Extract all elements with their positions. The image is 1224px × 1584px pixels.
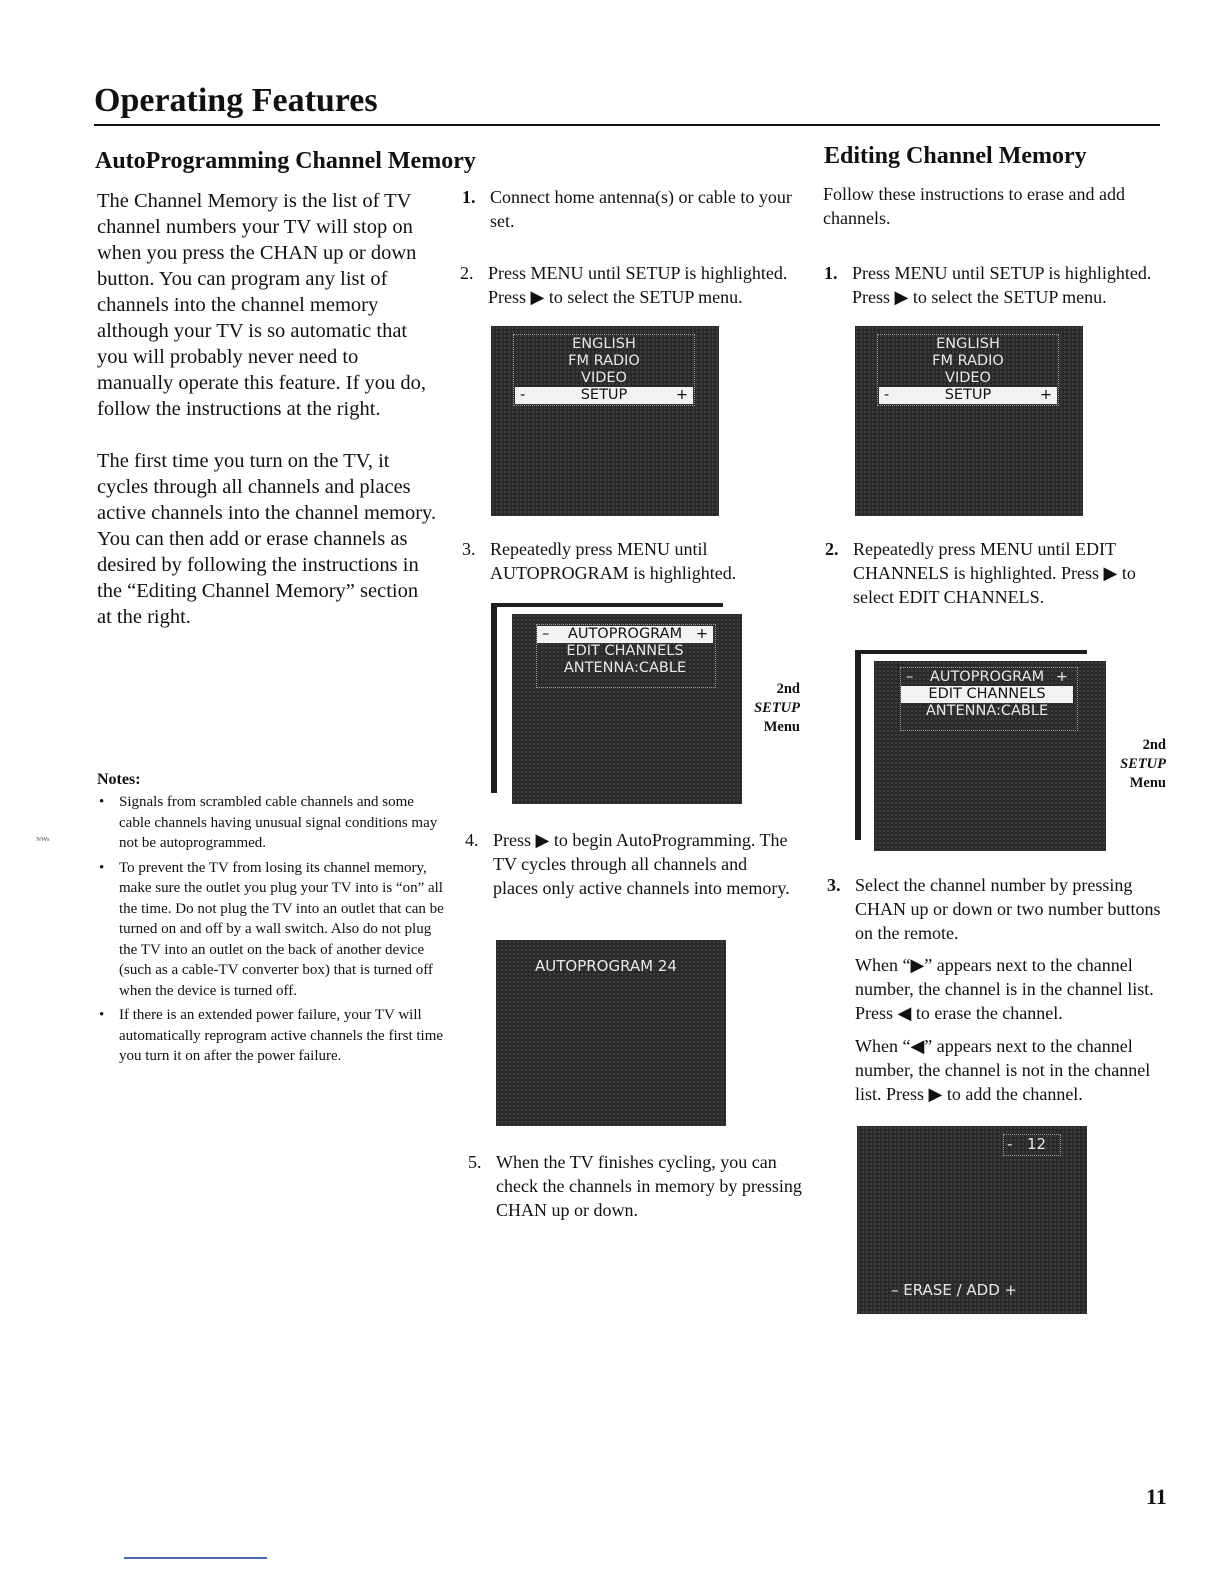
- tv-screen-setup-menu: [491, 326, 719, 516]
- step-number: 2.: [825, 539, 839, 559]
- menu-item-label: AUTOPROGRAM: [929, 669, 1045, 685]
- menu-item-label: AUTOPROGRAM: [567, 626, 683, 642]
- footer-line: [124, 1557, 267, 1559]
- tv-screen-erase-add: [857, 1126, 1087, 1314]
- note-item: • To prevent the TV from losing its channel memory, make sure the outlet you plug your TV into is “on” all the time. Do not plug the TV into an outlet that can be turned on and off by a wall switch. Also do not plug the TV into an outlet on the back of another device (such as a cable-TV converter box) that is turned off when the device is turned off.: [97, 858, 447, 1002]
- plus-marker: +: [1055, 669, 1068, 685]
- minus-marker: -: [520, 387, 526, 403]
- setup-menu-list: [515, 336, 693, 404]
- page-title: Operating Features: [94, 82, 378, 119]
- side-note-2nd-setup-menu-2: [1106, 736, 1166, 793]
- menu-item-english: [515, 336, 693, 353]
- editing-heading: Editing Channel Memory: [824, 143, 1087, 169]
- step-number: 1.: [824, 263, 838, 283]
- screen-stripe-left: [491, 603, 497, 793]
- menu-item-video: [879, 370, 1057, 387]
- screen-stripe-top: [855, 650, 1087, 654]
- side-note-line: SETUP: [1120, 756, 1166, 772]
- side-note-line: Menu: [763, 719, 800, 735]
- step-number: 3.: [827, 875, 841, 895]
- side-note-line: 2nd: [1142, 737, 1166, 753]
- menu-item-label: ENGLISH: [936, 336, 1000, 352]
- notes-list: [97, 792, 447, 1071]
- edit-step-1: [824, 261, 1172, 309]
- auto-step-1: [462, 185, 800, 233]
- tv-screen-autoprogram-progress: [496, 940, 726, 1126]
- auto-step-3: [462, 537, 790, 585]
- channel-number: 12: [1027, 1135, 1047, 1153]
- plus-marker: +: [1039, 387, 1052, 403]
- page-number: 11: [1146, 1484, 1167, 1509]
- side-note-line: SETUP: [754, 700, 800, 716]
- step-number: 4.: [465, 830, 479, 850]
- menu-item-label: VIDEO: [581, 370, 627, 386]
- screen-stripe-left: [855, 650, 861, 840]
- screen-stripe-top: [491, 603, 723, 607]
- step-number: 3.: [462, 539, 476, 559]
- edit-para-channel-not-in-list: When “◀” appears next to the channel number, the channel is not in the channel list. Press ▶ to add the channel.: [855, 1036, 1151, 1104]
- menu-item-label: EDIT CHANNELS: [928, 686, 1046, 702]
- note-item: • Signals from scrambled cable channels and some cable channels having unusual signal conditions may not be autoprogrammed.: [97, 792, 447, 854]
- menu-item-edit-channels: [901, 686, 1073, 703]
- step-number: 2.: [460, 263, 474, 283]
- minus-marker: –: [542, 626, 550, 642]
- menu-item-english: [879, 336, 1057, 353]
- minus-marker: -: [884, 387, 890, 403]
- menu-item-label: FM RADIO: [932, 353, 1004, 369]
- menu-item-antenna-cable: [537, 660, 713, 677]
- erase-add-footer: – ERASE / ADD +: [891, 1281, 1018, 1299]
- menu-item-label: VIDEO: [945, 370, 991, 386]
- autoprogramming-intro-2: The first time you turn on the TV, it cycles through all channels and places active channels into the channel memory. You can then add or erase channels as desired by following the instructions in the “Editing Channel Memory” section at the right.: [97, 450, 437, 628]
- menu-item-autoprogram: [901, 669, 1073, 686]
- editing-intro: Follow these instructions to erase and add channels.: [823, 184, 1125, 228]
- step-text: Connect home antenna(s) or cable to your set.: [490, 187, 792, 231]
- auto-step-2: [460, 261, 808, 309]
- step-text: Press ▶ to begin AutoProgramming. The TV cycles through all channels and places only active channels into memory.: [493, 830, 790, 898]
- channel-marker: -: [1007, 1135, 1013, 1153]
- menu-item-setup: [515, 387, 693, 404]
- menu-item-label: ENGLISH: [572, 336, 636, 352]
- menu-item-label: ANTENNA:CABLE: [925, 703, 1049, 719]
- menu-item-antenna-cable: [901, 703, 1073, 720]
- auto-step-5: [468, 1150, 806, 1222]
- side-note-line: Menu: [1129, 775, 1166, 791]
- title-rule: [94, 124, 1160, 126]
- menu-item-autoprogram: [537, 626, 713, 643]
- note-item: • If there is an extended power failure, your TV will automatically reprogram active channels the first time you turn it on after the power failure.: [97, 1005, 447, 1067]
- edit-step-2: [825, 537, 1163, 609]
- tv-screen-setup-menu-2: [855, 326, 1083, 516]
- menu-item-setup: [879, 387, 1057, 404]
- plus-marker: +: [675, 387, 688, 403]
- setup2-menu-list: [901, 669, 1073, 720]
- autoprogramming-heading: AutoProgramming Channel Memory: [95, 148, 476, 174]
- edit-para-channel-in-list: When “▶” appears next to the channel number, the channel is in the channel list. Press ◀ to erase the channel.: [855, 955, 1154, 1023]
- setup-menu-list: [879, 336, 1057, 404]
- step-text: Repeatedly press MENU until EDIT CHANNELS is highlighted. Press ▶ to select EDIT CHANNELS.: [853, 539, 1136, 607]
- step-number: 1.: [462, 187, 476, 207]
- menu-item-label: ANTENNA:CABLE: [563, 660, 687, 676]
- side-note-line: 2nd: [776, 681, 800, 697]
- menu-item-fm-radio: [879, 353, 1057, 370]
- menu-item-label: EDIT CHANNELS: [566, 643, 684, 659]
- step-text: Press MENU until SETUP is highlighted. Press ▶ to select the SETUP menu.: [488, 263, 788, 307]
- edit-step-3: [827, 873, 1165, 945]
- menu-item-fm-radio: [515, 353, 693, 370]
- autoprogram-progress-text: AUTOPROGRAM 24: [535, 957, 677, 975]
- menu-item-edit-channels: [537, 643, 713, 660]
- notes-heading: Notes:: [97, 771, 141, 788]
- menu-item-label: FM RADIO: [568, 353, 640, 369]
- menu-item-label: SETUP: [580, 387, 628, 403]
- tv-screen-autoprogram-menu: [512, 614, 742, 804]
- minus-marker: –: [906, 669, 914, 685]
- menu-item-label: SETUP: [944, 387, 992, 403]
- step-text: Select the channel number by pressing CHAN up or down or two number buttons on the remote.: [855, 875, 1161, 943]
- step-text: When the TV finishes cycling, you can check the channels in memory by pressing CHAN up or down.: [496, 1152, 802, 1220]
- stray-mark: ᴺᵂˢ: [36, 835, 50, 847]
- tv-screen-edit-channels-menu: [874, 661, 1106, 851]
- menu-item-video: [515, 370, 693, 387]
- plus-marker: +: [695, 626, 708, 642]
- setup2-menu-list: [537, 626, 713, 677]
- step-number: 5.: [468, 1152, 482, 1172]
- step-text: Press MENU until SETUP is highlighted. Press ▶ to select the SETUP menu.: [852, 263, 1152, 307]
- step-text: Repeatedly press MENU until AUTOPROGRAM is highlighted.: [490, 539, 737, 583]
- side-note-2nd-setup-menu: [740, 680, 800, 737]
- autoprogramming-intro-1: The Channel Memory is the list of TV channel numbers your TV will stop on when you press the CHAN up or down button. You can program any list of channels into the channel memory although your TV is so automatic that you will probably never need to manually operate this feature. If you do, follow the instructions at the right.: [97, 190, 427, 420]
- auto-step-4: [465, 828, 793, 900]
